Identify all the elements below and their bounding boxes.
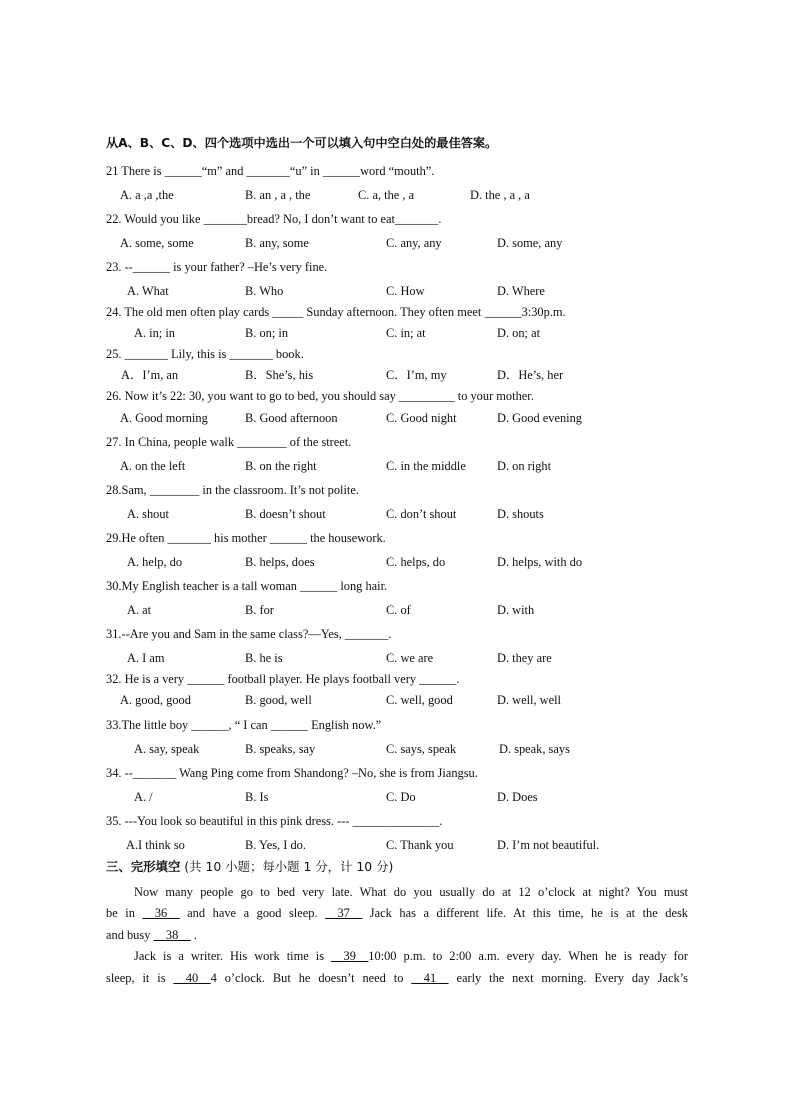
option-b: B．She’s, his — [245, 368, 314, 382]
question-28: 28.Sam, ________ in the classroom. It’s not polite. — [106, 483, 359, 497]
option-d: D. Does — [497, 790, 538, 804]
blank-38: __38__ — [153, 928, 191, 942]
question-34-options — [0, 789, 790, 805]
option-b: B. an , a , the — [245, 188, 311, 202]
option-b: B. Good afternoon — [245, 411, 338, 425]
section-note: (共 10 小题；每小题 1 分，计 10 分) — [184, 859, 394, 874]
option-d: D. the , a , a — [470, 188, 530, 202]
option-a: A. at — [127, 603, 152, 617]
option-a: A. on the left — [120, 459, 186, 473]
option-a: A. Good morning — [120, 411, 208, 425]
option-c: C. well, good — [386, 693, 453, 707]
question-30: 30.My English teacher is a tall woman ______ long hair. — [106, 579, 388, 593]
option-c: C. we are — [386, 651, 434, 665]
option-c: C. helps, do — [386, 555, 446, 569]
option-b: B. he is — [245, 651, 283, 665]
option-b: B. on the right — [245, 459, 317, 473]
blank-41: __41__ — [411, 971, 449, 985]
passage-line: Jack is a writer. His work time is __39__10:00 p.m. to 2:00 a.m. every day. When he is ready for — [134, 949, 689, 963]
question-29: 29.He often _______ his mother ______ the housework. — [106, 531, 386, 545]
option-c: C. don’t shout — [386, 507, 457, 521]
option-d: D. Good evening — [497, 411, 582, 425]
question-29-options — [0, 554, 790, 570]
option-a: A. shout — [127, 507, 169, 521]
option-c: C. Good night — [386, 411, 457, 425]
section-title: 三、完形填空 — [106, 859, 181, 874]
option-a: A. help, do — [127, 555, 183, 569]
option-d: D. some, any — [497, 236, 563, 250]
passage-line: sleep, it is __40__4 o’clock. But he doesn’t need to __41__ early the next morning. Every day Jack’s — [106, 971, 689, 985]
option-c: C. Do — [386, 790, 416, 804]
question-21: 21 There is ______“m” and _______“u” in ______word “mouth”. — [106, 164, 435, 178]
option-a: A. / — [134, 790, 153, 804]
option-c: C. of — [386, 603, 411, 617]
question-23-options — [0, 283, 790, 299]
question-35: 35. ---You look so beautiful in this pink dress. --- ______________. — [106, 814, 443, 828]
option-d: D. Where — [497, 284, 545, 298]
section-instruction: 从A、B、C、D、四个选项中选出一个可以填入句中空白处的最佳答案。 — [106, 136, 498, 150]
option-d: D. shouts — [497, 507, 544, 521]
question-24-options — [0, 325, 790, 341]
question-26: 26. Now it’s 22: 30, you want to go to bed, you should say _________ to your mother. — [106, 389, 534, 403]
option-d: D. well, well — [497, 693, 562, 707]
option-c: C. Thank you — [386, 838, 454, 852]
option-b: B. good, well — [245, 693, 312, 707]
question-26-options — [0, 410, 790, 426]
option-d: D. helps, with do — [497, 555, 583, 569]
option-d: D. on right — [497, 459, 552, 473]
question-21-options — [0, 187, 790, 203]
passage-line: Now many people go to bed very late. What do you usually do at 12 o’clock at night? You must — [134, 885, 688, 899]
question-33-options — [0, 741, 790, 757]
option-c: C. says, speak — [386, 742, 457, 756]
option-d: D. with — [497, 603, 535, 617]
question-22: 22. Would you like _______bread? No, I don’t want to eat_______. — [106, 212, 442, 226]
question-33: 33.The little boy ______, “ I can ______ English now.” — [106, 718, 382, 732]
option-a: A. in; in — [134, 326, 175, 340]
option-c: C. any, any — [386, 236, 442, 250]
option-a: A. I am — [127, 651, 165, 665]
option-c: C．I’m, my — [386, 368, 447, 382]
option-b: B. for — [245, 603, 274, 617]
option-a: A．I’m, an — [121, 368, 179, 382]
option-b: B. Who — [245, 284, 284, 298]
option-b: B. helps, does — [245, 555, 315, 569]
option-c: C. in the middle — [386, 459, 466, 473]
option-b: B. any, some — [245, 236, 309, 250]
option-c: C. in; at — [386, 326, 426, 340]
option-a: A. say, speak — [134, 742, 200, 756]
blank-39: __39__ — [331, 949, 369, 963]
option-d: D. on; at — [497, 326, 541, 340]
option-a: A. What — [127, 284, 169, 298]
blank-40: __40__ — [173, 971, 211, 985]
question-31: 31.--Are you and Sam in the same class?—Yes, _______. — [106, 627, 392, 641]
question-25-options — [0, 367, 790, 383]
option-a: A. a ,a ,the — [120, 188, 174, 202]
option-a: A.I think so — [126, 838, 185, 852]
option-b: B. Yes, I do. — [245, 838, 306, 852]
option-b: B. speaks, say — [245, 742, 316, 756]
passage-line: and busy __38__ . — [106, 928, 197, 942]
question-35-options — [0, 837, 790, 853]
option-d: D. speak, says — [499, 742, 570, 756]
question-28-options — [0, 506, 790, 522]
option-c: C. a, the , a — [358, 188, 415, 202]
option-b: B. Is — [245, 790, 269, 804]
question-23: 23. --______ is your father? –He’s very fine. — [106, 260, 328, 274]
option-d: D. I’m not beautiful. — [497, 838, 600, 852]
option-a: A. some, some — [120, 236, 194, 250]
question-22-options — [0, 235, 790, 251]
question-32: 32. He is a very ______ football player. He plays football very ______. — [106, 672, 460, 686]
passage-line: be in __36__ and have a good sleep. __37__ Jack has a different life. At this time, he is at the desk — [106, 906, 688, 920]
option-b: B. doesn’t shout — [245, 507, 326, 521]
question-25: 25. _______ Lily, this is _______ book. — [106, 347, 304, 361]
question-30-options — [0, 602, 790, 618]
question-27: 27. In China, people walk ________ of the street. — [106, 435, 352, 449]
question-32-options — [0, 692, 790, 708]
question-31-options — [0, 650, 790, 666]
option-a: A. good, good — [120, 693, 191, 707]
question-34: 34. --_______ Wang Ping come from Shandong? –No, she is from Jiangsu. — [106, 766, 478, 780]
blank-37: __37__ — [325, 906, 363, 920]
option-d: D. they are — [497, 651, 552, 665]
option-c: C. How — [386, 284, 425, 298]
blank-36: __36__ — [142, 906, 180, 920]
section-heading — [106, 857, 393, 875]
option-d: D．He’s, her — [497, 368, 564, 382]
question-24: 24. The old men often play cards _____ Sunday afternoon. They often meet ______3:30p.m. — [106, 305, 566, 319]
question-27-options — [0, 458, 790, 474]
option-b: B. on; in — [245, 326, 289, 340]
